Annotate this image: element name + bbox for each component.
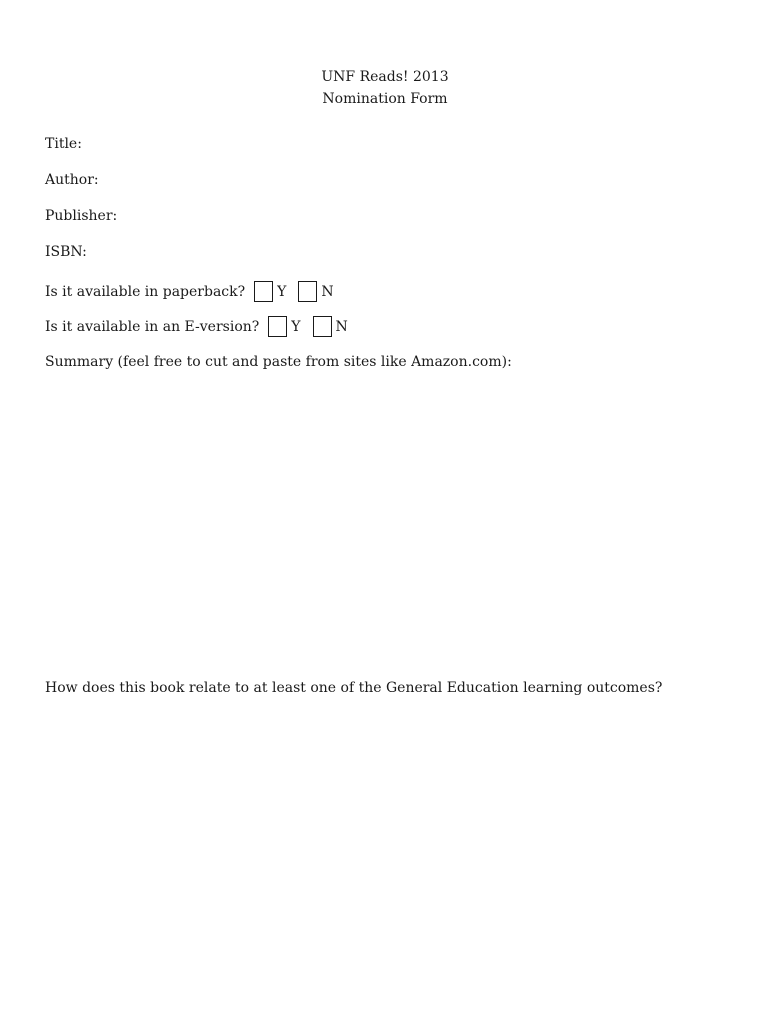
paperback-no-checkbox[interactable] xyxy=(298,281,317,302)
eversion-question xyxy=(45,316,348,337)
paperback-question xyxy=(45,281,334,302)
eversion-yes-label: Y xyxy=(291,318,301,335)
eversion-no-checkbox[interactable] xyxy=(313,316,332,337)
learning-outcomes-question: How does this book relate to at least one of the General Education learning outcomes? xyxy=(45,680,663,696)
paperback-yes-checkbox[interactable] xyxy=(254,281,273,302)
summary-field-label: Summary (feel free to cut and paste from sites like Amazon.com): xyxy=(45,354,512,370)
paperback-question-label: Is it available in paperback? xyxy=(45,283,246,300)
eversion-yes-checkbox[interactable] xyxy=(268,316,287,337)
eversion-question-label: Is it available in an E-version? xyxy=(45,318,260,335)
form-heading-event: UNF Reads! 2013 xyxy=(321,69,449,85)
paperback-no-label: N xyxy=(321,283,334,300)
title-field-label: Title: xyxy=(45,136,82,152)
eversion-no-label: N xyxy=(335,318,348,335)
paperback-yes-label: Y xyxy=(277,283,287,300)
publisher-field-label: Publisher: xyxy=(45,208,118,224)
author-field-label: Author: xyxy=(45,172,99,188)
form-heading-title: Nomination Form xyxy=(322,91,448,107)
isbn-field-label: ISBN: xyxy=(45,244,87,260)
